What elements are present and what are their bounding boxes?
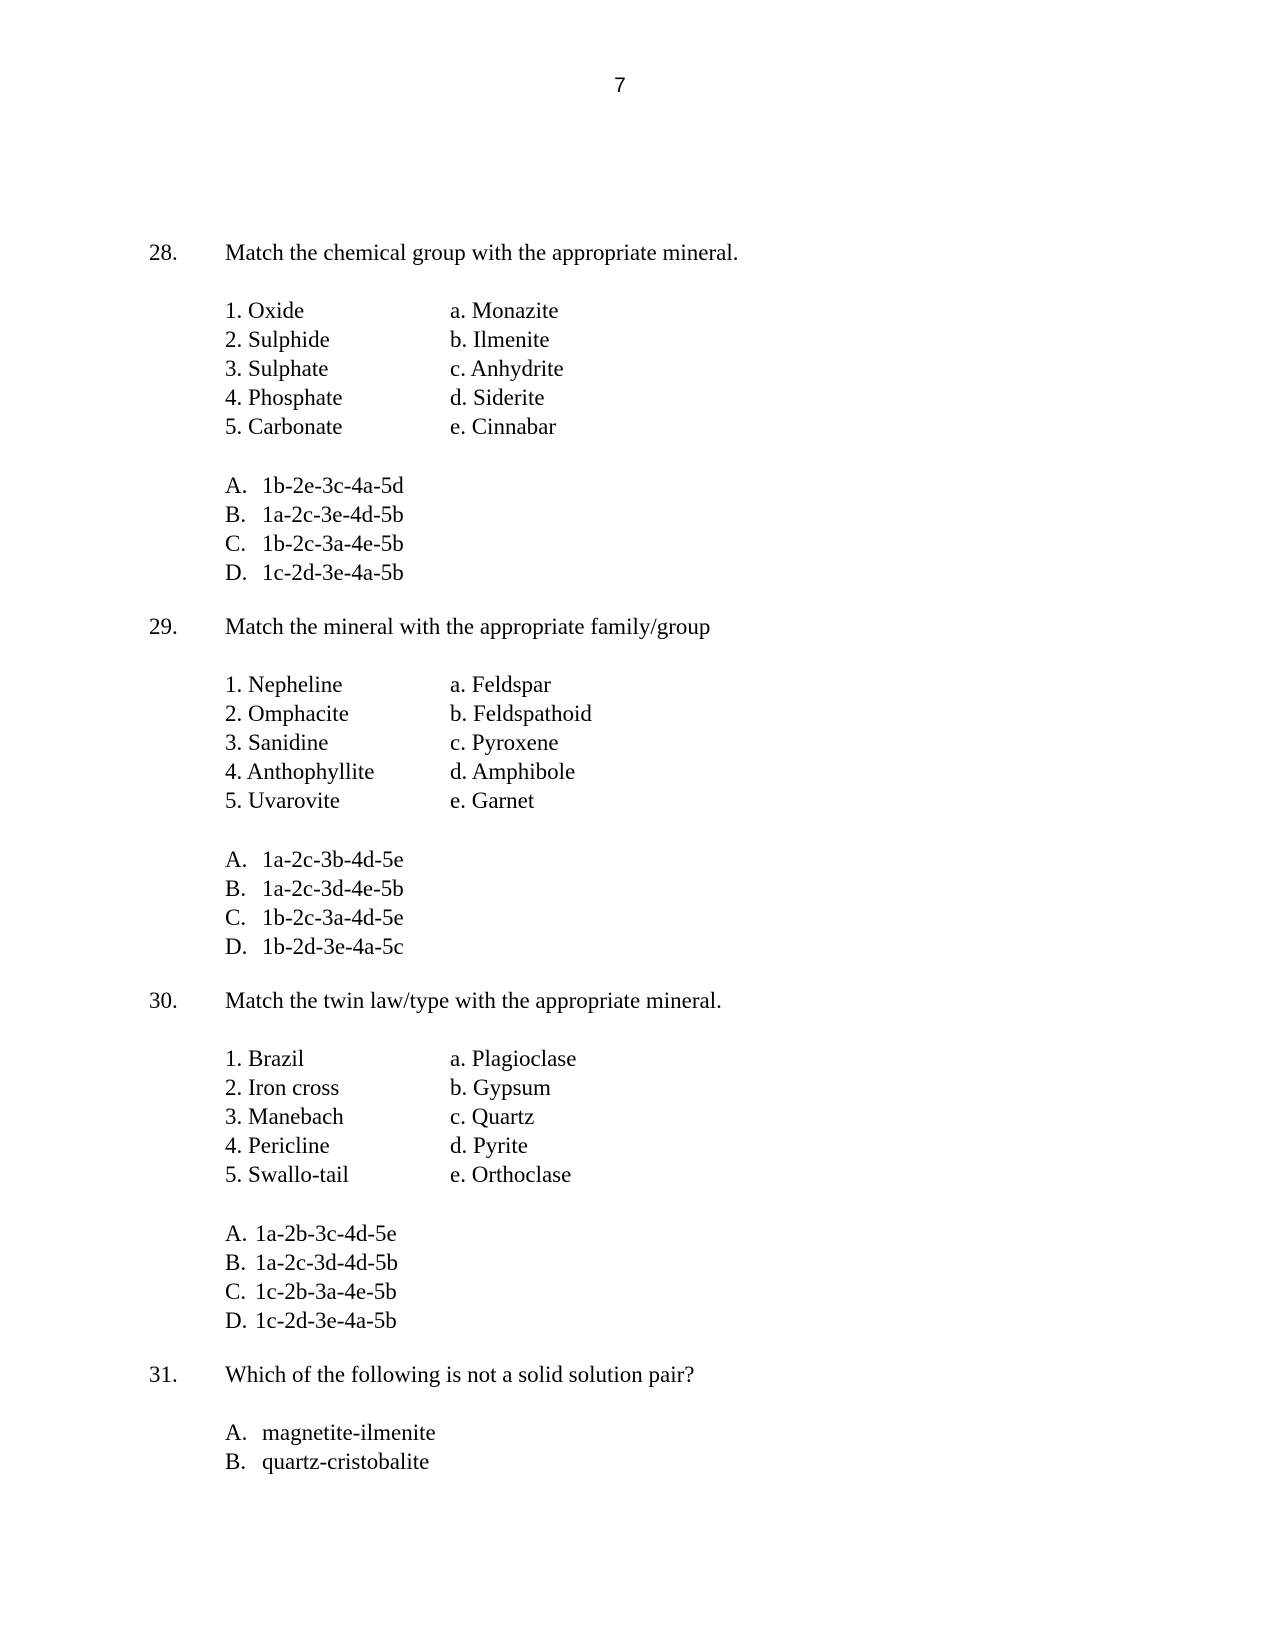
option-letter: D. <box>225 1308 248 1333</box>
match-left-item: 2. Omphacite <box>225 701 349 726</box>
match-row <box>225 786 725 815</box>
answer-option <box>225 845 404 874</box>
answer-option <box>225 1277 398 1306</box>
match-row <box>225 699 725 728</box>
answer-options-29 <box>225 845 404 961</box>
option-text: 1a-2c-3d-4e-5b <box>262 876 404 901</box>
match-table-30 <box>225 1044 725 1189</box>
option-text: 1a-2c-3d-4d-5b <box>255 1250 399 1275</box>
question-number: 31. <box>149 1362 178 1387</box>
match-row <box>225 1102 725 1131</box>
answer-option <box>225 500 404 529</box>
match-right-item: a. Feldspar <box>450 672 551 697</box>
option-text: 1b-2e-3c-4a-5d <box>262 473 404 498</box>
option-letter: A. <box>225 473 248 498</box>
question-text: Match the chemical group with the appropriate mineral. <box>225 240 739 265</box>
match-row <box>225 325 725 354</box>
option-letter: D. <box>225 560 248 585</box>
match-left-item: 2. Sulphide <box>225 327 330 352</box>
match-row <box>225 1160 725 1189</box>
option-letter: D. <box>225 934 248 959</box>
answer-options-31 <box>225 1418 436 1476</box>
page-number: 7 <box>614 74 626 97</box>
match-right-item: d. Pyrite <box>450 1133 528 1158</box>
answer-option <box>225 1306 398 1335</box>
option-text: magnetite-ilmenite <box>262 1420 436 1445</box>
match-right-item: a. Monazite <box>450 298 559 323</box>
question-number: 30. <box>149 988 178 1013</box>
match-left-item: 4. Pericline <box>225 1133 330 1158</box>
answer-option <box>225 1219 398 1248</box>
match-right-item: a. Plagioclase <box>450 1046 577 1071</box>
match-left-item: 1. Oxide <box>225 298 305 323</box>
option-text: 1b-2c-3a-4d-5e <box>262 905 404 930</box>
match-left-item: 3. Manebach <box>225 1104 344 1129</box>
option-text: 1a-2b-3c-4d-5e <box>255 1221 397 1246</box>
option-letter: C. <box>225 1279 247 1304</box>
match-right-item: d. Amphibole <box>450 759 576 784</box>
option-letter: B. <box>225 1449 247 1474</box>
answer-options-30 <box>225 1219 398 1335</box>
answer-option <box>225 874 404 903</box>
match-row <box>225 757 725 786</box>
match-left-item: 5. Swallo-tail <box>225 1162 349 1187</box>
match-right-item: e. Orthoclase <box>450 1162 572 1187</box>
answer-option <box>225 1447 436 1476</box>
option-letter: A. <box>225 847 248 872</box>
match-right-item: c. Anhydrite <box>450 356 564 381</box>
option-letter: B. <box>225 876 247 901</box>
option-letter: B. <box>225 1250 247 1275</box>
match-table-28 <box>225 296 725 441</box>
match-left-item: 4. Anthophyllite <box>225 759 375 784</box>
option-text: 1a-2c-3b-4d-5e <box>262 847 404 872</box>
match-row <box>225 412 725 441</box>
option-letter: B. <box>225 502 247 527</box>
option-text: 1b-2d-3e-4a-5c <box>262 934 404 959</box>
match-right-item: e. Cinnabar <box>450 414 557 439</box>
match-row <box>225 728 725 757</box>
option-letter: C. <box>225 905 247 930</box>
question-text: Which of the following is not a solid solution pair? <box>225 1362 695 1387</box>
question-number: 28. <box>149 240 178 265</box>
answer-option <box>225 1418 436 1447</box>
option-text: 1b-2c-3a-4e-5b <box>262 531 404 556</box>
answer-option <box>225 529 404 558</box>
match-left-item: 3. Sanidine <box>225 730 329 755</box>
option-letter: A. <box>225 1420 248 1445</box>
match-right-item: b. Ilmenite <box>450 327 550 352</box>
match-left-item: 4. Phosphate <box>225 385 343 410</box>
match-row <box>225 1131 725 1160</box>
match-left-item: 1. Nepheline <box>225 672 343 697</box>
match-row <box>225 354 725 383</box>
match-right-item: c. Pyroxene <box>450 730 559 755</box>
match-row <box>225 670 725 699</box>
match-left-item: 5. Uvarovite <box>225 788 340 813</box>
match-right-item: b. Feldspathoid <box>450 701 592 726</box>
match-row <box>225 383 725 412</box>
match-right-item: d. Siderite <box>450 385 545 410</box>
option-text: 1c-2d-3e-4a-5b <box>262 560 404 585</box>
match-left-item: 1. Brazil <box>225 1046 305 1071</box>
option-letter: A. <box>225 1221 248 1246</box>
match-table-29 <box>225 670 725 815</box>
match-right-item: e. Garnet <box>450 788 535 813</box>
question-number: 29. <box>149 614 178 639</box>
option-text: 1c-2b-3a-4e-5b <box>255 1279 397 1304</box>
question-text: Match the mineral with the appropriate family/group <box>225 614 711 639</box>
answer-option <box>225 1248 398 1277</box>
option-text: 1c-2d-3e-4a-5b <box>255 1308 397 1333</box>
match-left-item: 5. Carbonate <box>225 414 343 439</box>
match-right-item: b. Gypsum <box>450 1075 551 1100</box>
answer-option <box>225 558 404 587</box>
answer-option <box>225 932 404 961</box>
answer-options-28 <box>225 471 404 587</box>
match-left-item: 3. Sulphate <box>225 356 329 381</box>
option-letter: C. <box>225 531 247 556</box>
match-row <box>225 1073 725 1102</box>
answer-option <box>225 903 404 932</box>
match-row <box>225 1044 725 1073</box>
option-text: quartz-cristobalite <box>262 1449 430 1474</box>
answer-option <box>225 471 404 500</box>
match-right-item: c. Quartz <box>450 1104 535 1129</box>
option-text: 1a-2c-3e-4d-5b <box>262 502 404 527</box>
question-text: Match the twin law/type with the appropriate mineral. <box>225 988 722 1013</box>
match-left-item: 2. Iron cross <box>225 1075 340 1100</box>
match-row <box>225 296 725 325</box>
